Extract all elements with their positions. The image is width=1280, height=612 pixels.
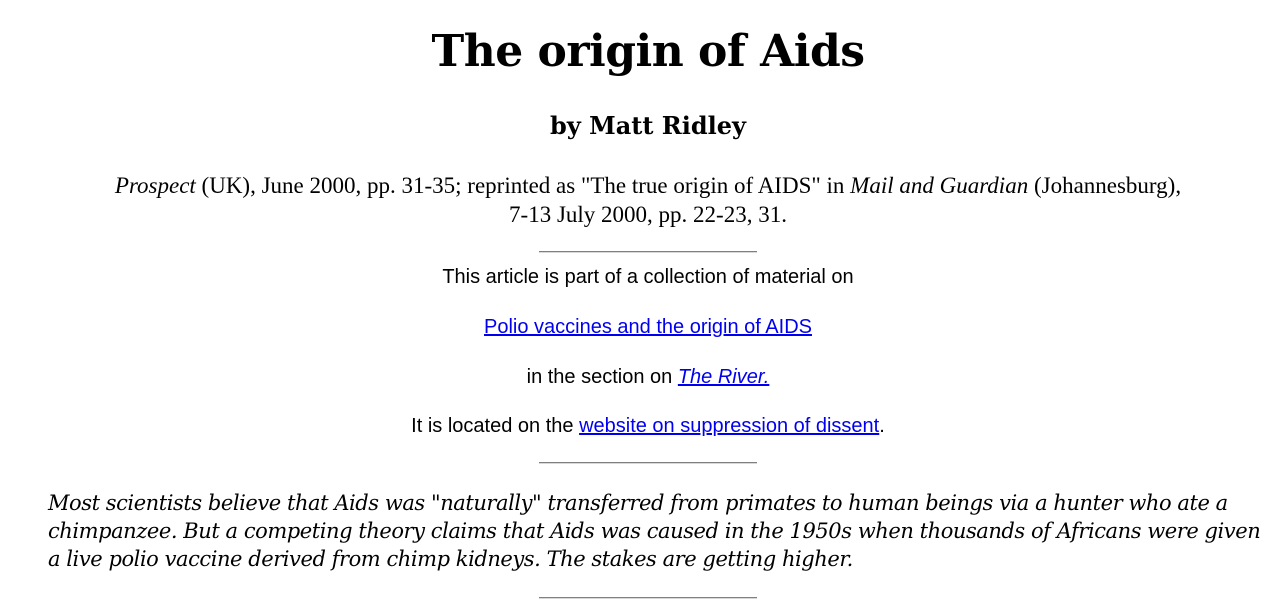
section-prefix: in the section on	[526, 366, 678, 388]
collection-link-line	[0, 314, 1280, 340]
reprint-publication-name: Mail and Guardian	[850, 173, 1029, 198]
divider-middle	[539, 462, 757, 464]
website-prefix: It is located on the	[411, 415, 580, 437]
divider-bottom	[539, 597, 757, 599]
publication-citation	[110, 171, 1186, 229]
collection-intro: This article is part of a collection of material on	[442, 266, 854, 288]
section-line	[0, 364, 1280, 390]
divider-top	[539, 251, 757, 253]
publication-name: Prospect	[114, 173, 196, 198]
article-title: The origin of Aids	[431, 26, 865, 77]
article-lead: Most scientists believe that Aids was "naturally" transferred from primates to human beings via a hunter who ate a chimpanzee. But a competing theory claims that Aids was caused in the 1950s when thousands of Africans were given a live polio vaccine derived from chimp kidneys. The stakes are getting higher.	[48, 491, 1261, 571]
reprint-details: (Johannesburg), 7-13 July 2000, pp. 22-23, 31.	[509, 173, 1182, 227]
article-byline: by Matt Ridley	[550, 111, 746, 140]
publication-details: (UK), June 2000, pp. 31-35; reprinted as "The true origin of AIDS" in	[195, 173, 851, 198]
section-link[interactable]	[678, 366, 770, 388]
collection-link[interactable]: Polio vaccines and the origin of AIDS	[484, 316, 812, 338]
website-suffix: .	[879, 415, 885, 437]
website-link[interactable]: website on suppression of dissent	[579, 415, 880, 437]
website-line	[0, 413, 1280, 439]
section-link-label: The River.	[677, 366, 770, 388]
